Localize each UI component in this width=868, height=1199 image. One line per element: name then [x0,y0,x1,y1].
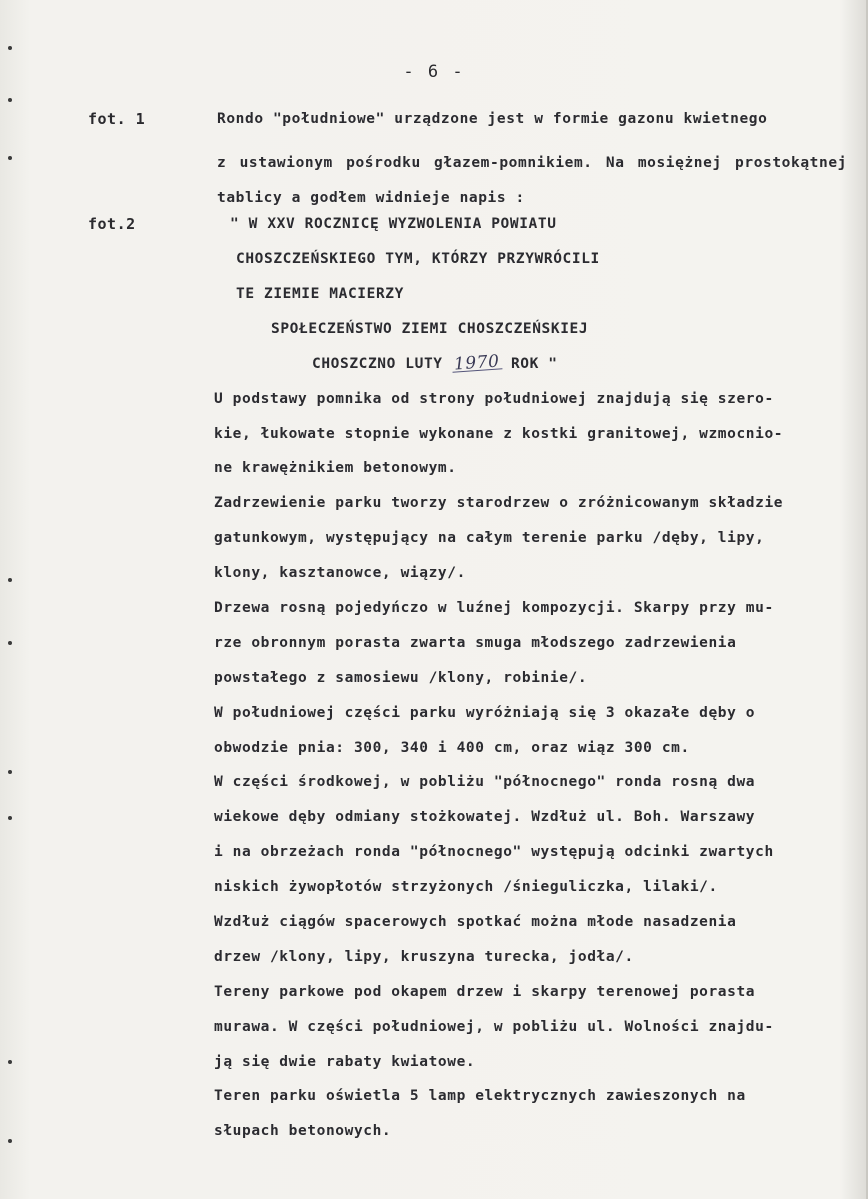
text-line: obwodzie pnia: 300, 340 i 400 cm, oraz wiąz 300 cm. [214,740,690,756]
text-line: Tereny parkowe pod okapem drzew i skarpy terenowej porasta [214,984,756,1000]
inscription-date-suffix: ROK " [501,356,558,372]
punch-mark [8,46,12,50]
text-line: powstałego z samosiewu /klony, robinie/. [214,670,588,686]
photo-ref-1: fot. 1 [88,110,146,128]
text-line: gatunkowym, występujący na całym terenie parku /dęby, lipy, [214,530,765,546]
punch-mark [8,641,12,645]
text-line: murawa. W części południowej, w pobliżu ul. Wolności znajdu- [214,1019,774,1035]
inscription-date-prefix: CHOSZCZNO LUTY [312,356,452,372]
text-line: U podstawy pomnika od strony południowej znajdują się szero- [214,391,774,407]
text-line: Rondo "południowe" urządzone jest w formie gazonu kwietnego [217,111,768,127]
punch-mark [8,1139,12,1143]
punch-mark [8,770,12,774]
text-line: słupach betonowych. [214,1123,392,1139]
page-number: - 6 - [403,62,465,82]
text-line: Drzewa rosną pojedyńczo w luźnej kompozycji. Skarpy przy mu- [214,600,774,616]
text-line: kie, łukowate stopnie wykonane z kostki granitowej, wzmocnio- [214,426,784,442]
inscription-line: TE ZIEMIE MACIERZY [236,286,404,302]
inscription-line: CHOSZCZEŃSKIEGO TYM, KTÓRZY PRZYWRÓCILI [236,251,600,267]
text-line: drzew /klony, lipy, kruszyna turecka, jodła/. [214,949,634,965]
photo-ref-2: fot.2 [88,215,136,233]
punch-mark [8,1060,12,1064]
handwritten-year: 1970 [453,351,501,375]
text-line: W południowej części parku wyróżniają się 3 okazałe dęby o [214,705,756,721]
text-line: niskich żywopłotów strzyżonych /śnieguliczka, lilaki/. [214,879,718,895]
text-line: klony, kasztanowce, wiązy/. [214,565,466,581]
text-line: i na obrzeżach ronda "północnego" występują odcinki zwartych [214,844,774,860]
text-line: Wzdłuż ciągów spacerowych spotkać można młode nasadzenia [214,914,737,930]
text-line: Teren parku oświetla 5 lamp elektrycznych zawieszonych na [214,1088,746,1104]
text-line: rze obronnym porasta zwarta smuga młodszego zadrzewienia [214,635,737,651]
text-line: ne krawężnikiem betonowym. [214,460,457,476]
inscription-line: SPOŁECZEŃSTWO ZIEMI CHOSZCZEŃSKIEJ [271,321,589,337]
inscription-date-line [312,351,558,375]
punch-mark [8,98,12,102]
punch-mark [8,578,12,582]
text-line: z ustawionym pośrodku głazem-pomnikiem. Na mosiężnej prostokątnej tablicy a godłem widnieje napis : [217,155,847,206]
inscription-line: " W XXV ROCZNICĘ WYZWOLENIA POWIATU [230,216,557,232]
punch-mark [8,156,12,160]
text-line: W części środkowej, w pobliżu "północnego" ronda rosną dwa [214,774,756,790]
text-line: wiekowe dęby odmiany stożkowatej. Wzdłuż ul. Boh. Warszawy [214,809,756,825]
text-line: Zadrzewienie parku tworzy starodrzew o zróżnicowanym składzie [214,495,784,511]
punch-mark [8,816,12,820]
text-line: ją się dwie rabaty kwiatowe. [214,1054,476,1070]
